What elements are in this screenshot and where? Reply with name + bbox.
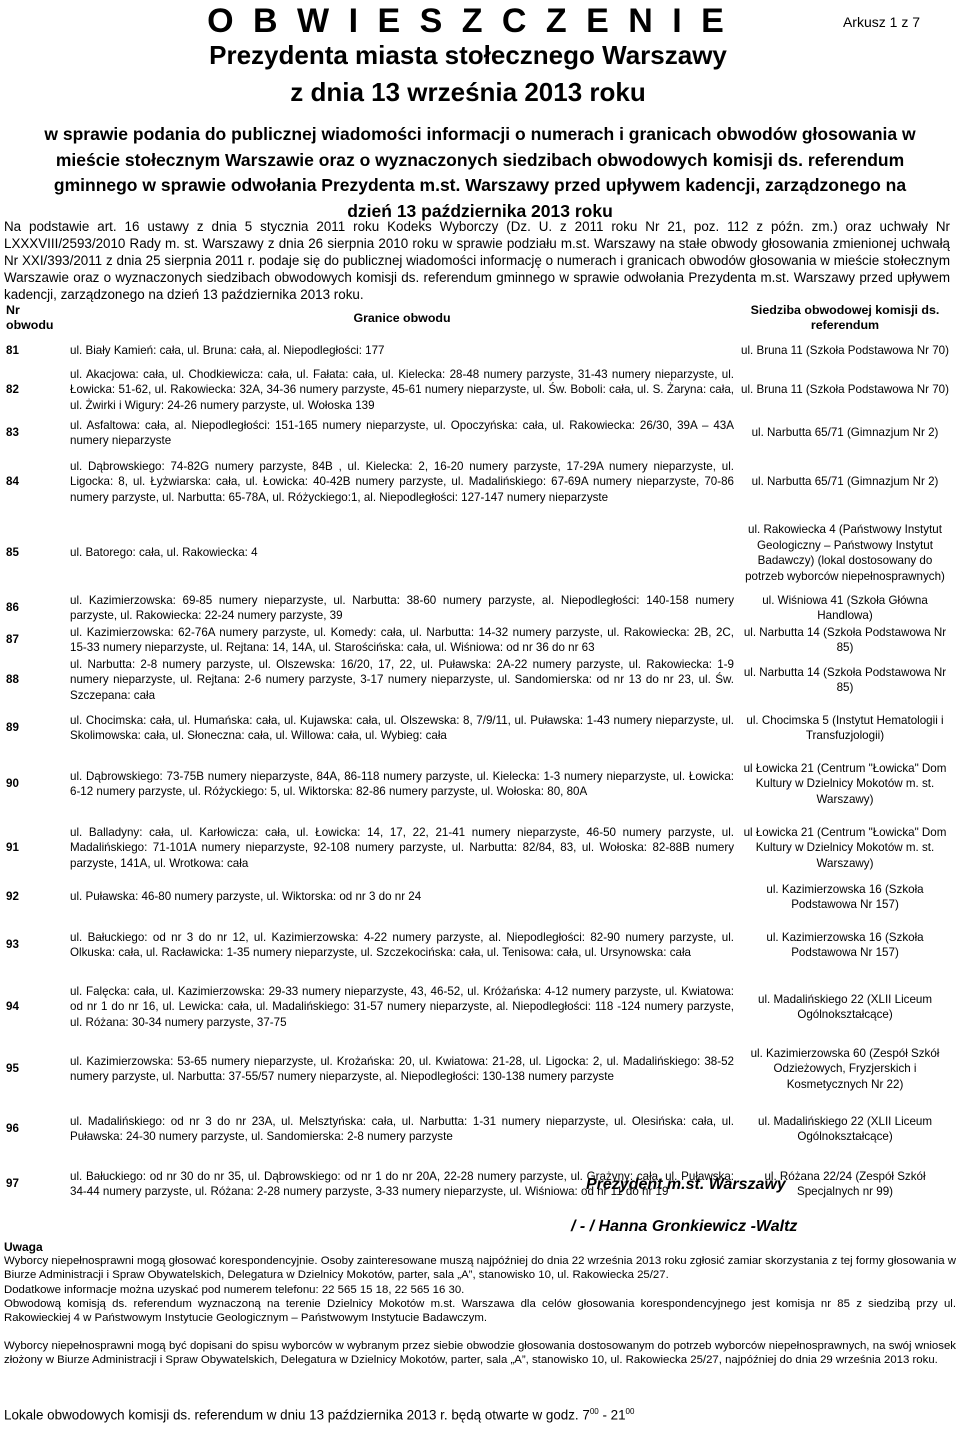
district-boundaries: ul. Puławska: 46-80 numery parzyste, ul. Wiktorska: od nr 3 do nr 24 [70, 890, 422, 904]
note-paragraph: Obwodową komisją ds. referendum wyznaczoną na terenie Dzielnicy Mokotów m.st. Warszawa dla celów głosowania korespondencyjnego jest komisja nr 85 z siedzibą przy ul. Rakowieckiej 4 w Państwowym Instytucie Geologicznym – Państwowym Instytucie Badawczym. [4, 1297, 956, 1325]
header-boundaries: Granice obwodu [353, 310, 451, 325]
note-paragraph: Wyborcy niepełnosprawni mogą głosować korespondencyjnie. Osoby zainteresowane muszą najpóźniej do dnia 22 września 2013 roku zgłosić zamiar skorzystania z tej formy głosowania w Biurze Administracji i Spraw Obywatelskich, Delegatura w Dzielnicy Mokotów, parter, sala „A”, stanowisko 10, ul. Rakowiecka 25/27. [4, 1255, 956, 1282]
district-boundaries: ul. Dąbrowskiego: 73-75B numery nieparzyste, 84A, 86-118 numery parzyste, ul. Kielecka: 1-3 numery nieparzyste, ul. Łowicka: 6-12 numery parzyste, ul. Różyckiego: 5, ul. Wiktorska: 82-86 numery parzyste, ul. Wołoska: 80, 80A [70, 769, 734, 798]
table-row [4, 752, 954, 816]
table-row [4, 364, 954, 416]
district-seat: ul. Narbutta 14 (Szkoła Podstawowa Nr 85) [743, 665, 947, 694]
signature-office: Prezydent m.st. Warszawy [586, 1176, 786, 1193]
district-boundaries: ul. Kazimierzowska: 69-85 numery nieparzyste, ul. Narbutta: 38-60 numery parzyste, al. Niepodległości: 140-158 numery parzyste, ul. Rakowiecka: 22-24 numery parzyste, 39 [70, 593, 734, 622]
opening-hours-separator: - 21 [598, 1407, 626, 1423]
district-number: 95 [6, 1062, 19, 1076]
issuer-line: Prezydenta miasta stołecznego Warszawy [209, 40, 727, 70]
district-boundaries: ul. Falęcka: cała, ul. Kazimierzowska: 29-33 numery nieparzyste, 43, 46-52, ul. Króżańska: 4-12 numery parzyste, ul. Kwiatowa: od nr 1 do nr 16, ul. Lewicka: cała, ul. Madalińskiego: 31-57 numery nieparzyste, al. Niepodległości: 118 -124 numery parzyste, ul. Różana: 30-34 numery parzyste, 37-75 [70, 984, 734, 1029]
district-seat: ul. Madalińskiego 22 (XLII Liceum Ogólnokształcące) [758, 1114, 932, 1143]
district-seat: ul Łowicka 21 (Centrum "Łowicka" Dom Kultury w Dzielnicy Mokotów m. st. Warszawy) [743, 825, 947, 870]
district-boundaries: ul. Madalińskiego: od nr 3 do nr 23A, ul. Melsztyńska: cała, ul. Narbutta: 1-31 numery nieparzyste, ul. Olesińska: cała, ul. Puławska: 24-30 numery parzyste, ul. Sandomierska: 2-8 numery parzyste [70, 1114, 734, 1143]
table-row [4, 624, 954, 656]
districts-table [4, 298, 954, 1210]
table-row [4, 450, 954, 514]
district-seat: ul. Bruna 11 (Szkoła Podstawowa Nr 70) [741, 383, 949, 397]
signature-name: / - / Hanna Gronkiewicz -Waltz [571, 1218, 798, 1235]
district-boundaries: ul. Kazimierzowska: 62-76A numery parzyste, ul. Komedy: cała, ul. Narbutta: 14-32 numery parzyste, ul. Rakowiecka: 2B, 2C, 15-33 numery nieparzyste, ul. Rejtana: 14, 14A, ul. Starościńska: cała, ul. Wiśniowa: od nr 36 do nr 63 [70, 625, 734, 654]
district-number: 92 [6, 890, 19, 904]
district-seat: ul. Kazimierzowska 60 (Zespół Szkół Odzieżowych, Fryzjerskich i Kosmetycznych Nr 22) [750, 1046, 940, 1091]
district-boundaries: ul. Bałuckiego: od nr 30 do nr 35, ul. Dąbrowskiego: od nr 1 do nr 20A, 22-28 numery parzyste, ul. Grażyny: cała, ul. Puławska: 34-44 numery parzyste, ul. Różana: 2-28 numery parzyste, 3-33 numery nieparzyste, ul. Wiśniowa: od nr 11 do nr 19 [70, 1169, 734, 1198]
district-boundaries: ul. Balladyny: cała, ul. Karłowicza: cała, ul. Łowicka: 14, 17, 22, 21-41 numery nieparzyste, 46-50 numery parzyste, ul. Madalińskiego: 71-101A numery nieparzyste, 92-108 numery parzyste, ul. Narbutta: 82/84, 83, ul. Wołoska: 82-88B numery parzyste, 141A, ul. Wrotkowa: cała [70, 825, 734, 870]
district-seat: ul. Kazimierzowska 16 (Szkoła Podstawowa Nr 157) [766, 882, 924, 911]
table-row [4, 1038, 954, 1100]
district-boundaries: ul. Dąbrowskiego: 74-82G numery parzyste, 84B , ul. Kielecka: 2, 16-20 numery parzyste, 17-29A numery nieparzyste, ul. Ligocka: 8, ul. Łyżwiarska: cała, ul. Łowicka: 40-42B numery parzyste, ul. Madalińskiego: 67-69A numery nieparzyste, 70-86 numery parzyste, ul. Narbutta: 65-78A, ul. Różyckiego:1, al. Niepodległości: 127-147 numery nieparzyste [70, 459, 734, 504]
district-number: 91 [6, 841, 19, 855]
table-row [4, 592, 954, 624]
table-row [4, 656, 954, 704]
table-row [4, 914, 954, 976]
district-seat: ul. Różana 22/24 (Zespół Szkół Specjalnych nr 99) [764, 1169, 926, 1198]
table-row [4, 416, 954, 450]
district-seat: ul Łowicka 21 (Centrum "Łowicka" Dom Kultury w Dzielnicy Mokotów m. st. Warszawy) [743, 761, 947, 806]
district-boundaries: ul. Batorego: cała, ul. Rakowiecka: 4 [70, 546, 258, 560]
district-boundaries: ul. Bałuckiego: od nr 3 do nr 12, ul. Kazimierzowska: 4-22 numery parzyste, al. Niepodległości: 82-90 numery parzyste, ul. Olkuska: cała, ul. Racławicka: 1-35 numery nieparzyste, ul. Szczekocińska: cała, ul. Tenisowa: cała, ul. Ursynowska: cała [70, 930, 734, 959]
notes-heading: Uwaga [4, 1240, 43, 1254]
table-row [4, 338, 954, 364]
district-seat: ul. Narbutta 65/71 (Gimnazjum Nr 2) [751, 426, 939, 440]
table-row [4, 1100, 954, 1158]
district-number: 97 [6, 1177, 19, 1191]
opening-hours-text: Lokale obwodowych komisji ds. referendum w dniu 13 października 2013 r. będą otwarte w godz. 7 [4, 1407, 590, 1423]
table-row [4, 514, 954, 592]
district-number: 81 [6, 344, 19, 358]
district-number: 96 [6, 1122, 19, 1136]
header-nr: Nr obwodu [6, 303, 54, 332]
note-paragraph: Dodatkowe informacje można uzyskać pod numerem telefonu: 22 565 15 18, 22 565 16 30. [4, 1283, 465, 1296]
district-seat: ul. Madalińskiego 22 (XLII Liceum Ogólnokształcące) [758, 992, 932, 1021]
district-seat: ul. Narbutta 14 (Szkoła Podstawowa Nr 85) [743, 625, 947, 654]
district-number: 83 [6, 426, 19, 440]
district-boundaries: ul. Biały Kamień: cała, ul. Bruna: cała, al. Niepodległości: 177 [70, 344, 385, 358]
district-boundaries: ul. Narbutta: 2-8 numery parzyste, ul. Olszewska: 16/20, 17, 22, ul. Puławska: 2A-22 numery parzyste, ul. Rakowiecka: 1-9 numery nieparzyste, ul. Rejtana: 2-6 numery parzyste, 3-17 numery nieparzyste, ul. Sandomierska: od nr 13 do nr 23, ul. Św. Szczepana: cała [70, 657, 734, 702]
district-number: 89 [6, 721, 19, 735]
header-seat: Siedziba obwodowej komisji ds. referendum [750, 303, 940, 332]
district-boundaries: ul. Asfaltowa: cała, al. Niepodległości: 151-165 numery nieparzyste, ul. Opoczyńska: cała, ul. Rakowiecka: 26/30, 39A – 43A numery nieparzyste [70, 418, 734, 447]
district-seat: ul. Rakowiecka 4 (Państwowy Instytut Geologiczny – Państwowy Instytut Badawczy) (lokal dostosowany do potrzeb wyborców niepełnosprawnych) [745, 523, 945, 583]
district-number: 86 [6, 601, 19, 615]
table-row [4, 976, 954, 1038]
district-seat: ul. Wiśniowa 41 (Szkoła Główna Handlowa) [762, 593, 928, 622]
sheet-number: Arkusz 1 z 7 [842, 14, 920, 30]
subject-line: w sprawie podania do publicznej wiadomości informacji o numerach i granicach obwodów głosowania w mieście stołecznym Warszawie oraz o wyznaczonych siedzibach obwodowych komisji ds. referendum gminnego w sprawie odwołania Prezydenta m.st. Warszawy przed upływem kadencji, zarządzonego na dzień 13 października 2013 roku [44, 124, 916, 221]
date-line: z dnia 13 września 2013 roku [290, 77, 646, 107]
note-paragraph: Wyborcy niepełnosprawni mogą być dopisani do spisu wyborców w wybranym przez siebie obwodzie głosowania dostosowanym do potrzeb wyborców niepełnosprawnych, na swój wniosek złożony w Biurze Administracji i Spraw Obywatelskich, Delegatura w Dzielnicy Mokotów, parter, sala „A”, stanowisko 10, ul. Rakowiecka 25/27, najpóźniej do dnia 29 września 2013 roku. [4, 1340, 956, 1367]
table-row [4, 1158, 954, 1210]
table-row [4, 704, 954, 752]
district-seat: ul. Bruna 11 (Szkoła Podstawowa Nr 70) [741, 344, 949, 358]
district-number: 85 [6, 546, 19, 560]
district-number: 84 [6, 475, 19, 489]
district-number: 87 [6, 633, 19, 647]
opening-hours [4, 1407, 634, 1422]
table-row [4, 880, 954, 914]
district-number: 93 [6, 938, 19, 952]
district-seat: ul. Chocimska 5 (Instytut Hematologii i Transfuzjologii) [746, 713, 944, 742]
close-minutes: 00 [625, 1407, 635, 1416]
district-boundaries: ul. Akacjowa: cała, ul. Chodkiewicza: cała, ul. Fałata: cała, ul. Kielecka: 28-48 numery parzyste, 31-43 numery nieparzyste, ul. Łowicka: 51-62, ul. Rakowiecka: 32A, 34-36 numery parzyste, 45-61 numery nieparzyste, ul. Św. Boboli: cała, ul. S. Żaryna: cała, ul. Żwirki i Wigury: 24-26 numery parzyste, ul. Wołoska 139 [70, 367, 734, 412]
document-title: O B W I E S Z C Z E N I E [207, 2, 729, 40]
district-number: 82 [6, 383, 19, 397]
district-number: 90 [6, 777, 19, 791]
district-boundaries: ul. Chocimska: cała, ul. Humańska: cała, ul. Kujawska: cała, ul. Olszewska: 8, 7/9/11, ul. Puławska: 1-43 numery nieparzyste, ul. Skolimowska: cała, ul. Słoneczna: cała, ul. Willowa: cała, ul. Wybieg: cała [70, 713, 734, 742]
table-row [4, 816, 954, 880]
district-seat: ul. Narbutta 65/71 (Gimnazjum Nr 2) [751, 475, 939, 489]
open-minutes: 00 [589, 1407, 599, 1416]
district-seat: ul. Kazimierzowska 16 (Szkoła Podstawowa Nr 157) [766, 930, 924, 959]
district-number: 94 [6, 1000, 19, 1014]
district-boundaries: ul. Kazimierzowska: 53-65 numery nieparzyste, ul. Krożańska: 20, ul. Kwiatowa: 21-28, ul. Ligocka: 2, ul. Madalińskiego: 38-52 numery parzyste, ul. Narbutta: 37-55/57 numery nieparzyste, al. Niepodległości: 130-138 numery parzyste [70, 1054, 734, 1083]
legal-basis: Na podstawie art. 16 ustawy z dnia 5 stycznia 2011 roku Kodeks Wyborczy (Dz. U. z 2011 roku Nr 21, poz. 112 z późn. zm.) oraz uchwały Nr LXXXVIII/2593/2010 Rady m. st. Warszawy z dnia 26 sierpnia 2010 roku w sprawie podziału m.st. Warszawy na stałe obwody głosowania zmienionej uchwałą Nr XXI/393/2011 z dnia 25 sierpnia 2011 r. podaje się do publicznej wiadomości informację o numerach i granicach obwodów głosowania w mieście stołecznym Warszawie oraz o wyznaczonych siedzibach obwodowych komisji ds. referendum gminnego w sprawie odwołania Prezydenta m.st. Warszawy przed upływem kadencji, zarządzonego na dzień 13 października 2013 roku. [4, 219, 950, 302]
district-number: 88 [6, 673, 19, 687]
notes-section [4, 1240, 956, 1368]
